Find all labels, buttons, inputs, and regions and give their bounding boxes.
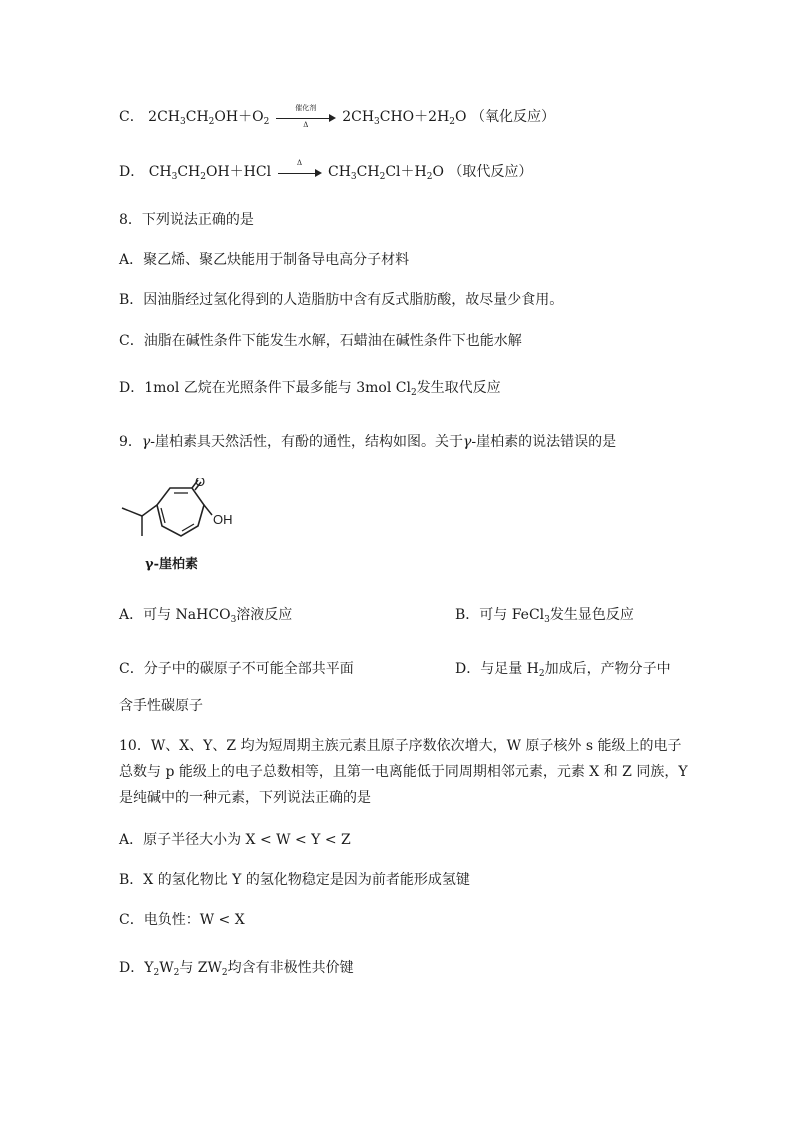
q8-option-b: B．因油脂经过氢化得到的人造脂肪中含有反式脂肪酸，故尽量少食用。	[119, 292, 564, 308]
q10-stem-line-1: 10．W、X、Y、Z 均为短周期主族元素且原子序数依次增大，W 原子核外 s 能级上的电子	[119, 738, 682, 754]
products: $CH_3CH_2Cl+H_2O$	[328, 164, 444, 182]
q8-option-d: D．1mol 乙烷在光照条件下最多能与 3mol $Cl_2$发生取代反应	[119, 380, 501, 398]
heat-label: Δ	[297, 159, 303, 167]
products: $2CH_3CHO+2H_2O$	[342, 109, 467, 127]
q10-stem-line-3: 是纯碱中的一种元素，下列说法正确的是	[119, 790, 371, 806]
q9-option-a: A．可与 NaHCO$_3$溶液反应	[119, 607, 293, 625]
q8-option-a: A．聚乙烯、聚乙炔能用于制备导电高分子材料	[119, 252, 410, 268]
option-c-equation	[119, 104, 555, 129]
reactants: $2CH_3CH_2OH+O_2$	[148, 109, 270, 127]
q10-option-b: B．X 的氢化物比 Y 的氢化物稳定是因为前者能形成氢键	[119, 872, 470, 888]
carbonyl-oxygen: O	[195, 478, 206, 489]
q8-stem: 8．下列说法正确的是	[119, 212, 254, 228]
structure-caption: γ-崖柏素	[145, 557, 198, 572]
seven-membered-ring	[157, 488, 204, 536]
q9-option-c: C．分子中的碳原子不可能全部共平面	[119, 661, 354, 677]
thujaplicin-structure	[112, 478, 252, 558]
reaction-arrow	[278, 159, 322, 179]
reaction-type: （取代反应）	[448, 164, 533, 180]
q10-option-a: A．原子半径大小为 X < W < Y < Z	[119, 832, 351, 848]
q9-option-d-continued: 含手性碳原子	[119, 698, 203, 714]
q8-option-c: C．油脂在碱性条件下能发生水解，石蜡油在碱性条件下也能水解	[119, 333, 522, 349]
heat-label: Δ	[303, 121, 309, 129]
reaction-type: （氧化反应）	[470, 109, 555, 125]
option-label: D．	[119, 164, 145, 180]
reactants: $CH_3CH_2OH+HCl$	[148, 164, 272, 182]
q9-option-d: D．与足量 $H_2$加成后，产物分子中	[455, 661, 671, 679]
q10-stem-line-2: 总数与 p 能级上的电子总数相等，且第一电离能低于同周期相邻元素，元素 X 和 Z 同族，Y	[119, 764, 688, 780]
option-label: C．	[119, 109, 144, 125]
option-d-equation	[119, 159, 533, 182]
q10-option-d: D．$Y_2W_2$与 $ZW_2$均含有非极性共价键	[119, 960, 354, 978]
reaction-arrow	[276, 104, 336, 129]
catalyst-label: 催化剂	[295, 104, 317, 112]
q10-option-c: C．电负性：W < X	[119, 912, 245, 928]
hydroxyl-group: OH	[213, 512, 233, 527]
q9-stem: 9．γ-崖柏素具天然活性，有酚的通性，结构如图。关于γ-崖柏素的说法错误的是	[119, 434, 617, 450]
q9-option-b: B．可与 FeCl$_3$发生显色反应	[455, 607, 634, 625]
